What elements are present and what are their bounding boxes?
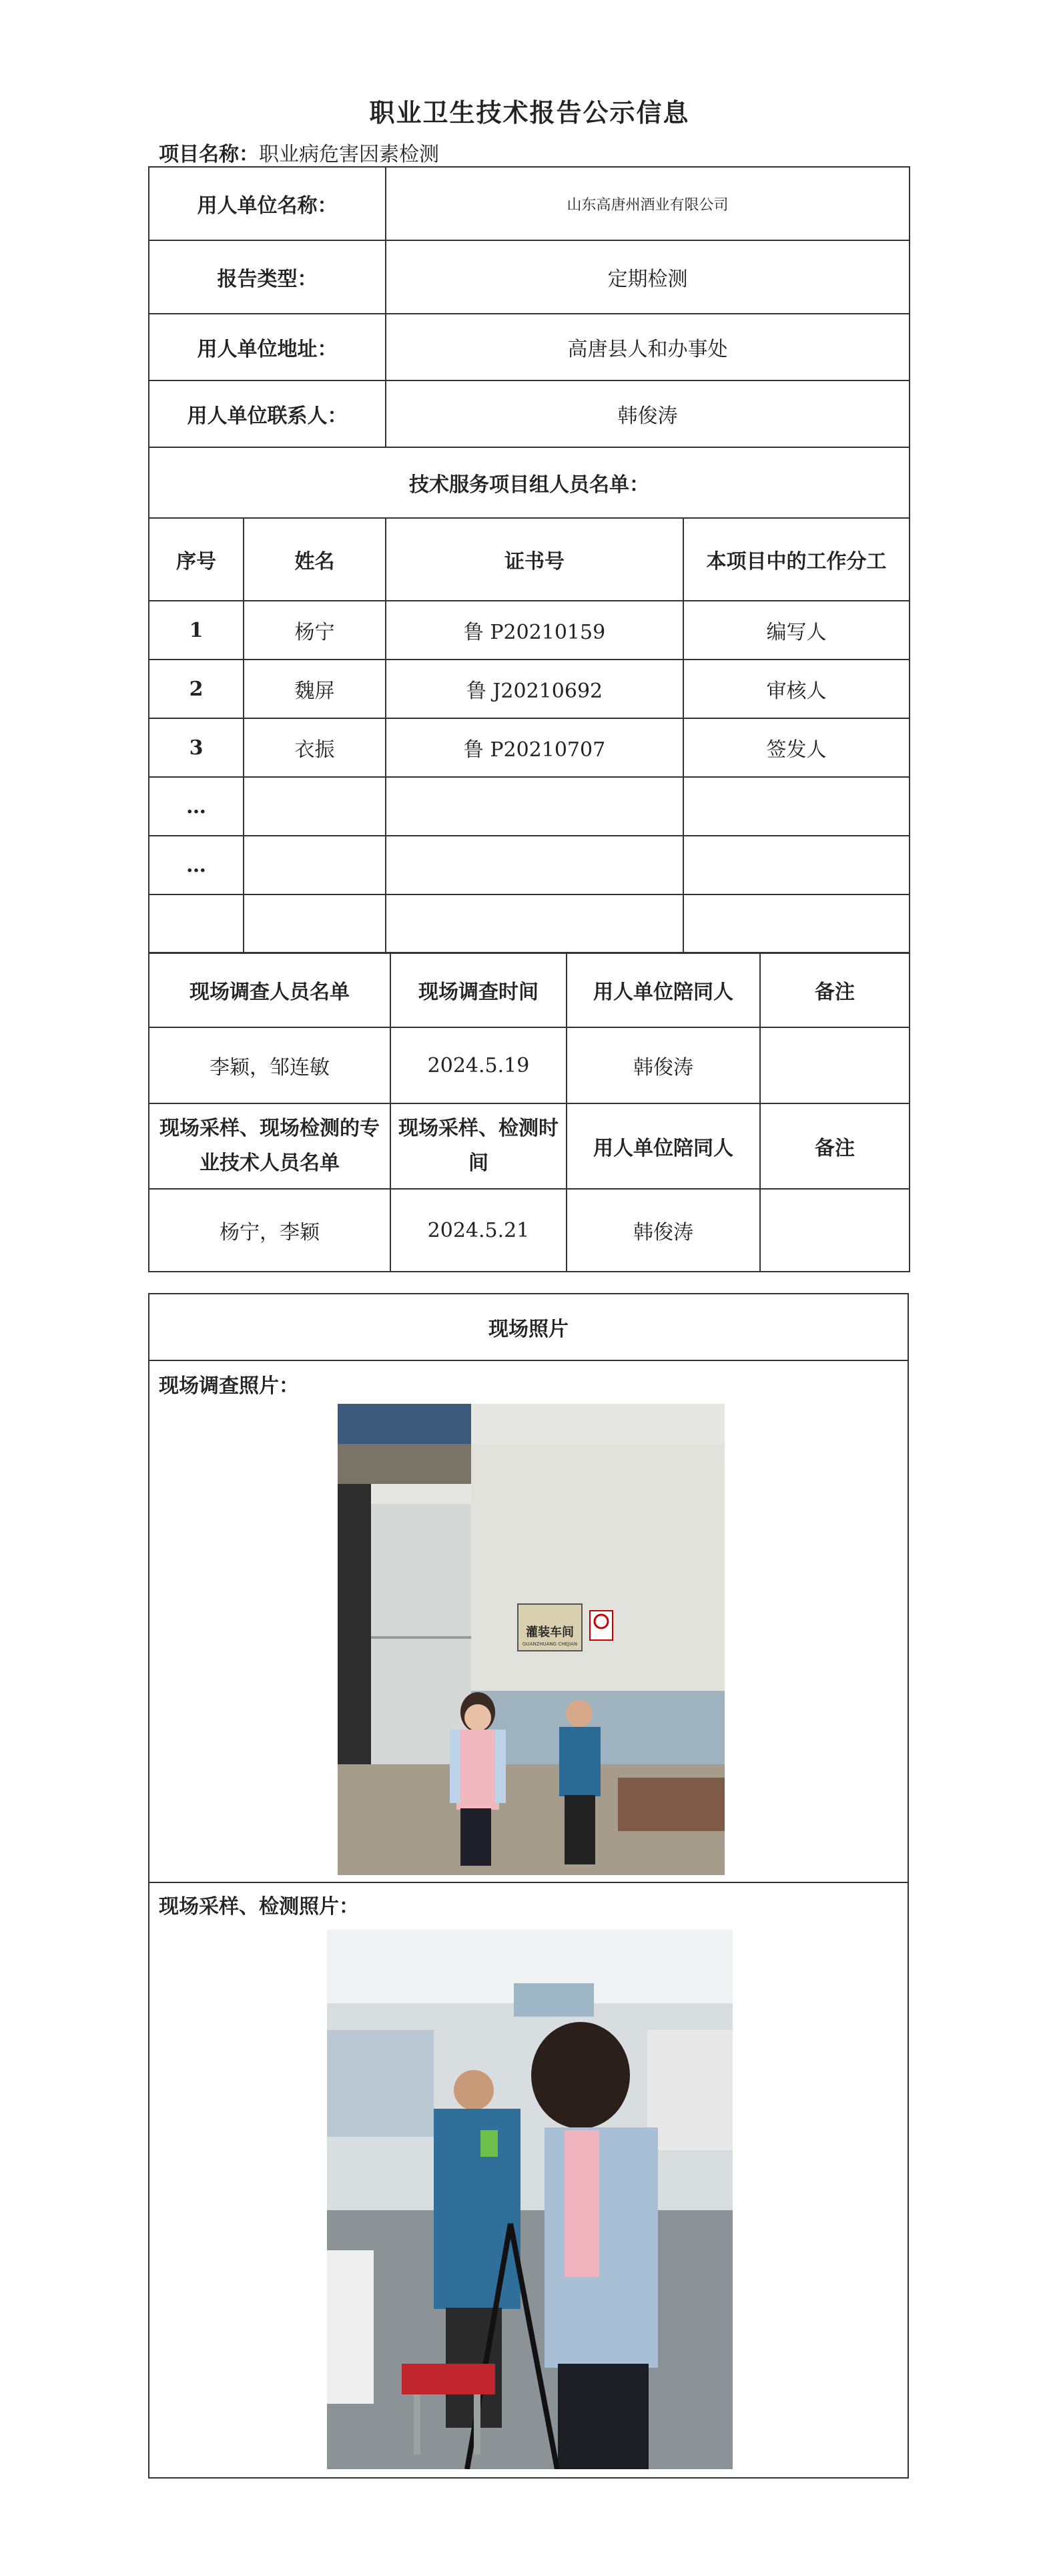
address-label: 用人单位地址： (149, 314, 386, 380)
survey-time-value: 2024.5.19 (390, 1027, 567, 1103)
sampling-header-staff: 现场采样、现场检测的专业技术人员名单 (149, 1103, 390, 1189)
team-cell-cert: 鲁 J20210692 (386, 660, 683, 718)
team-header-cert: 证书号 (386, 518, 683, 601)
survey-photo-section (149, 1361, 908, 1883)
team-cell-role (683, 777, 910, 836)
project-name (159, 138, 439, 167)
sampling-photo-section (149, 1883, 908, 2477)
team-cell-name: 魏屏 (244, 660, 386, 718)
sampling-header-escort: 用人单位陪同人 (567, 1103, 760, 1189)
sampling-header-time: 现场采样、检测时间 (390, 1103, 567, 1189)
sampling-photo (327, 1930, 733, 2469)
team-header-index: 序号 (149, 518, 244, 601)
team-cell-role: 审核人 (683, 660, 910, 718)
contact-value: 韩俊涛 (386, 380, 910, 447)
info-table (148, 166, 910, 954)
sampling-time-value: 2024.5.21 (390, 1189, 567, 1272)
survey-header-staff: 现场调查人员名单 (149, 953, 390, 1027)
report-type-value: 定期检测 (386, 240, 910, 314)
team-row (149, 601, 910, 660)
team-cell-index: 1 (149, 601, 244, 660)
sign-subtext: GUANZHUANG CHEJIAN (522, 1641, 578, 1647)
survey-photo-label: 现场调查照片： (159, 1374, 299, 1398)
survey-notes-value (760, 1027, 910, 1103)
team-cell-index: 2 (149, 660, 244, 718)
team-cell-index: … (149, 777, 244, 836)
sign-text: 灌装车间 (526, 1625, 574, 1639)
team-cell-cert: 鲁 P20210159 (386, 601, 683, 660)
team-header-name: 姓名 (244, 518, 386, 601)
contact-label: 用人单位联系人： (149, 380, 386, 447)
team-cell-cert (386, 836, 683, 894)
team-cell-index: … (149, 836, 244, 894)
sampling-photo-label: 现场采样、检测照片： (159, 1895, 359, 1918)
team-cell-name (244, 836, 386, 894)
sampling-header-notes: 备注 (760, 1103, 910, 1189)
team-row (149, 836, 910, 894)
report-type-label: 报告类型： (149, 240, 386, 314)
survey-photo-image (338, 1404, 725, 1875)
team-row (149, 718, 910, 777)
photo-section (148, 1293, 909, 2479)
team-cell-role: 签发人 (683, 718, 910, 777)
survey-header-notes: 备注 (760, 953, 910, 1027)
project-value: 职业病危害因素检测 (259, 143, 439, 166)
survey-header-escort: 用人单位陪同人 (567, 953, 760, 1027)
sampling-staff-value: 杨宁，李颖 (149, 1189, 390, 1272)
team-cell-cert: 鲁 P20210707 (386, 718, 683, 777)
address-value: 高唐县人和办事处 (386, 314, 910, 380)
survey-table (148, 952, 910, 1272)
photo-heading: 现场照片 (149, 1294, 908, 1361)
project-label: 项目名称： (159, 143, 259, 166)
team-header-role: 本项目中的工作分工 (683, 518, 910, 601)
team-cell-name (244, 894, 386, 953)
employer-value: 山东高唐州酒业有限公司 (386, 167, 910, 240)
survey-staff-value: 李颖，邹连敏 (149, 1027, 390, 1103)
sampling-photo-image (327, 1930, 733, 2469)
team-cell-role (683, 894, 910, 953)
team-cell-role (683, 836, 910, 894)
page-title: 职业卫生技术报告公示信息 (369, 97, 690, 127)
sampling-escort-value: 韩俊涛 (567, 1189, 760, 1272)
team-row (149, 660, 910, 718)
team-cell-name (244, 777, 386, 836)
team-cell-cert (386, 777, 683, 836)
team-cell-cert (386, 894, 683, 953)
team-heading: 技术服务项目组人员名单： (149, 447, 910, 518)
employer-label: 用人单位名称： (149, 167, 386, 240)
survey-escort-value: 韩俊涛 (567, 1027, 760, 1103)
sampling-notes-value (760, 1189, 910, 1272)
team-cell-name: 衣振 (244, 718, 386, 777)
team-cell-index: 3 (149, 718, 244, 777)
team-cell-role: 编写人 (683, 601, 910, 660)
team-cell-index (149, 894, 244, 953)
team-row (149, 894, 910, 953)
survey-photo (338, 1404, 725, 1875)
team-row (149, 777, 910, 836)
survey-header-time: 现场调查时间 (390, 953, 567, 1027)
team-cell-name: 杨宁 (244, 601, 386, 660)
